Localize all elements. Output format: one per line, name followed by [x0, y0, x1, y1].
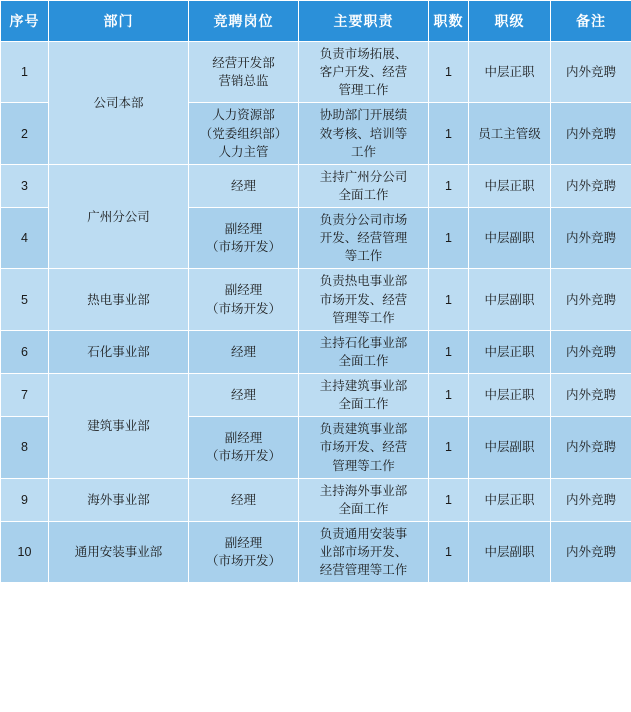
cell-duty-line: 管理等工作: [332, 458, 395, 473]
cell-headcount: 1: [429, 478, 469, 521]
cell-post-line: （市场开发）: [205, 301, 281, 316]
cell-post: [189, 103, 299, 164]
cell-headcount: 1: [429, 269, 469, 330]
cell-department: 广州分公司: [49, 164, 189, 269]
cell-remark: 内外竞聘: [551, 269, 631, 330]
cell-post-line: 经理: [230, 178, 256, 193]
cell-duty-line: 协助部门开展绩: [319, 108, 408, 123]
cell-department: 公司本部: [49, 42, 189, 165]
cell-level: 中层副职: [469, 269, 551, 330]
cell-level: 中层正职: [469, 164, 551, 207]
cell-level: 中层正职: [469, 330, 551, 373]
cell-remark: 内外竞聘: [551, 521, 631, 582]
cell-department: 热电事业部: [49, 269, 189, 330]
cell-seq: 8: [1, 417, 49, 478]
cell-seq: 10: [1, 521, 49, 582]
cell-duty-line: 效考核、培训等: [319, 126, 408, 141]
cell-duty: [299, 478, 429, 521]
cell-seq: 1: [1, 42, 49, 103]
cell-post-line: 经理: [230, 388, 256, 403]
cell-remark: 内外竞聘: [551, 42, 631, 103]
cell-post-line: 经营开发部: [212, 56, 275, 71]
cell-duty-line: 主持建筑事业部: [319, 379, 408, 393]
cell-post: [189, 330, 299, 373]
cell-remark: 内外竞聘: [551, 103, 631, 164]
cell-remark: 内外竞聘: [551, 164, 631, 207]
cell-remark: 内外竞聘: [551, 417, 631, 478]
cell-duty-line: 主持石化事业部: [319, 335, 408, 350]
cell-seq: 5: [1, 269, 49, 330]
cell-duty-line: 市场开发、经营: [319, 292, 408, 307]
cell-level: 员工主管级: [469, 103, 551, 164]
cell-duty: [299, 103, 429, 164]
cell-duty: [299, 374, 429, 417]
cell-level: 中层副职: [469, 208, 551, 269]
cell-duty: [299, 521, 429, 582]
cell-seq: 6: [1, 330, 49, 373]
cell-headcount: 1: [429, 208, 469, 269]
cell-department: 通用安装事业部: [49, 521, 189, 582]
cell-duty: [299, 330, 429, 373]
column-header-num: 职数: [429, 1, 469, 42]
cell-headcount: 1: [429, 330, 469, 373]
cell-post-line: 副经理: [224, 431, 263, 446]
cell-duty-line: 全面工作: [338, 397, 389, 412]
cell-seq: 4: [1, 208, 49, 269]
cell-level: 中层正职: [469, 478, 551, 521]
cell-duty: [299, 208, 429, 269]
table-row: [1, 330, 631, 373]
cell-seq: 9: [1, 478, 49, 521]
cell-level: 中层正职: [469, 42, 551, 103]
cell-duty-line: 经营管理等工作: [319, 563, 408, 578]
column-header-level: 职级: [469, 1, 551, 42]
cell-duty-line: 负责市场拓展、: [319, 47, 408, 61]
cell-duty-line: 等工作: [344, 249, 383, 264]
cell-duty: [299, 164, 429, 207]
cell-post: [189, 164, 299, 207]
cell-post: [189, 417, 299, 478]
cell-headcount: 1: [429, 521, 469, 582]
cell-level: 中层正职: [469, 374, 551, 417]
cell-duty: [299, 42, 429, 103]
cell-duty-line: 主持海外事业部: [319, 483, 408, 498]
cell-post-line: （市场开发）: [205, 554, 281, 569]
cell-post-line: （市场开发）: [205, 449, 281, 464]
cell-post: [189, 478, 299, 521]
cell-duty-line: 负责通用安装事: [319, 526, 408, 541]
cell-duty-line: 全面工作: [338, 501, 389, 516]
cell-duty-line: 负责分公司市场: [319, 213, 408, 227]
cell-remark: 内外竞聘: [551, 208, 631, 269]
cell-post-line: 人力资源部: [212, 108, 275, 123]
cell-duty-line: 全面工作: [338, 187, 389, 202]
cell-post-line: 经理: [230, 344, 256, 359]
cell-post-line: 副经理: [224, 222, 263, 237]
cell-post-line: 营销总监: [218, 74, 269, 89]
cell-duty-line: 全面工作: [338, 353, 389, 368]
table-row: [1, 269, 631, 330]
table-header-row: [1, 1, 631, 42]
cell-post-line: （市场开发）: [205, 240, 281, 255]
cell-duty-line: 管理工作: [338, 83, 389, 98]
column-header-post: 竞聘岗位: [189, 1, 299, 42]
table-row: [1, 374, 631, 417]
cell-headcount: 1: [429, 103, 469, 164]
cell-post-line: 经理: [230, 492, 256, 507]
cell-level: 中层副职: [469, 417, 551, 478]
cell-duty-line: 负责建筑事业部: [319, 422, 408, 437]
cell-duty-line: 管理等工作: [332, 310, 395, 325]
cell-duty-line: 客户开发、经营: [319, 65, 408, 80]
cell-level: 中层副职: [469, 521, 551, 582]
cell-department: 石化事业部: [49, 330, 189, 373]
column-header-dept: 部门: [49, 1, 189, 42]
cell-headcount: 1: [429, 417, 469, 478]
table-row: [1, 478, 631, 521]
cell-department: 海外事业部: [49, 478, 189, 521]
cell-post: [189, 374, 299, 417]
table-body: [1, 42, 631, 583]
cell-duty: [299, 269, 429, 330]
cell-post: [189, 269, 299, 330]
cell-post: [189, 208, 299, 269]
table-row: [1, 521, 631, 582]
cell-post-line: （党委组织部）: [199, 126, 288, 141]
cell-duty-line: 开发、经营管理: [319, 231, 408, 246]
table-row: [1, 42, 631, 103]
cell-headcount: 1: [429, 374, 469, 417]
cell-duty: [299, 417, 429, 478]
cell-remark: 内外竞聘: [551, 374, 631, 417]
cell-seq: 7: [1, 374, 49, 417]
cell-headcount: 1: [429, 164, 469, 207]
cell-post: [189, 521, 299, 582]
cell-post-line: 副经理: [224, 283, 263, 298]
cell-duty-line: 市场开发、经营: [319, 440, 408, 455]
cell-headcount: 1: [429, 42, 469, 103]
column-header-remark: 备注: [551, 1, 631, 42]
cell-duty-line: 业部市场开发、: [319, 545, 408, 559]
cell-duty-line: 主持广州分公司: [319, 169, 408, 184]
cell-post-line: 副经理: [224, 535, 263, 550]
cell-remark: 内外竞聘: [551, 478, 631, 521]
cell-duty-line: 工作: [350, 144, 376, 159]
cell-department: 建筑事业部: [49, 374, 189, 479]
column-header-duty: 主要职责: [299, 1, 429, 42]
column-header-seq: 序号: [1, 1, 49, 42]
cell-seq: 2: [1, 103, 49, 164]
table-row: [1, 164, 631, 207]
cell-post: [189, 42, 299, 103]
cell-seq: 3: [1, 164, 49, 207]
cell-remark: 内外竞聘: [551, 330, 631, 373]
cell-duty-line: 负责热电事业部: [319, 274, 408, 289]
cell-post-line: 人力主管: [218, 144, 269, 159]
